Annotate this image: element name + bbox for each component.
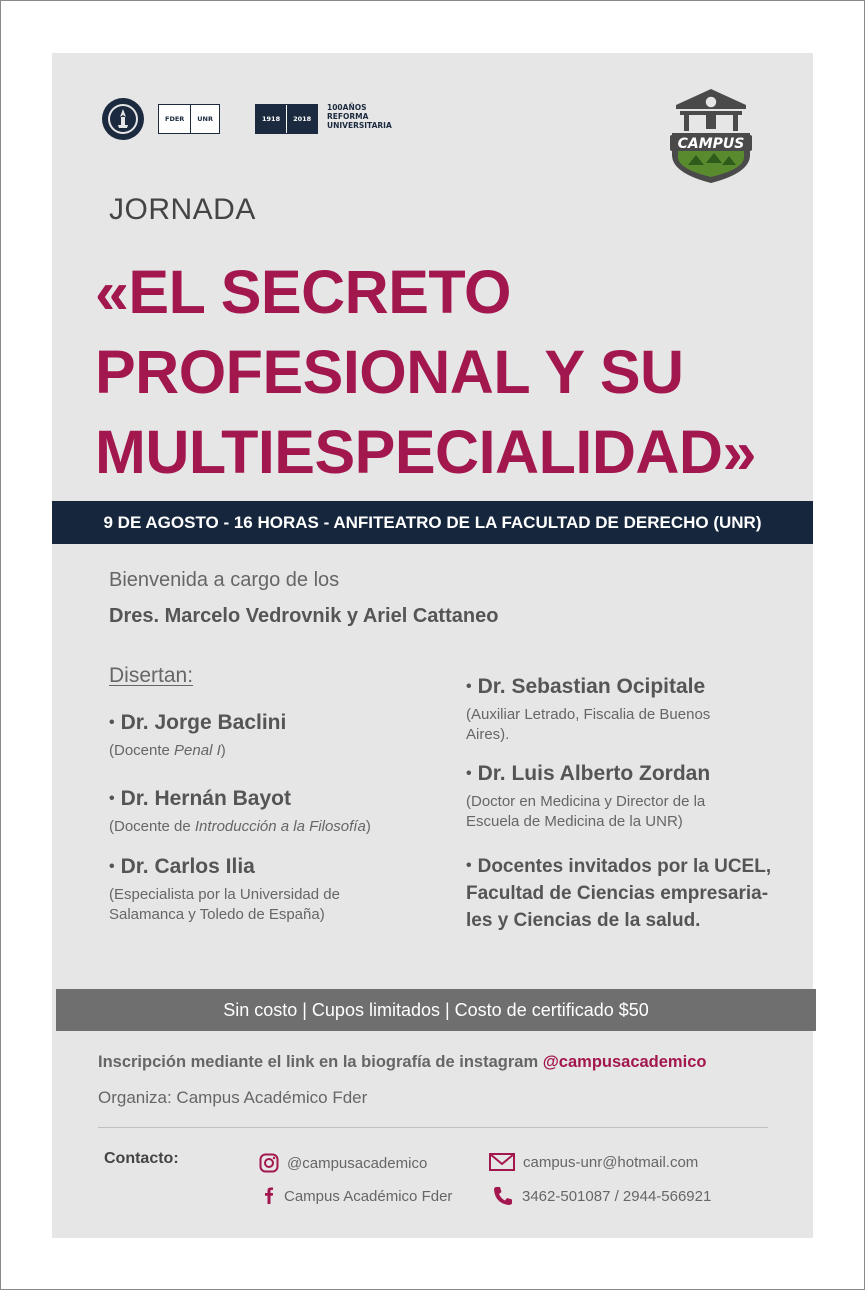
speaker-description: (Especialista por la Universidad de Salamanca y Toledo de España) [109,886,340,923]
divider [98,1127,768,1128]
centenary-years-logo [255,104,318,134]
facebook-icon [262,1187,276,1205]
speaker-name: Dr. Carlos Ilia [120,855,255,878]
speaker-item-guests [466,852,771,934]
unr-label: UNR [191,105,219,133]
campus-logo [666,85,756,185]
event-kicker: JORNADA [109,193,256,226]
contact-email[interactable] [489,1153,698,1171]
event-title-line: PROFESIONAL Y SU [95,338,684,406]
speaker-name: Dr. Sebastian Ocipitale [477,675,706,698]
speaker-item [109,711,286,761]
instagram-handle-link[interactable]: @campusacademico [542,1053,707,1071]
speaker-item [466,675,710,745]
reforma-logo-text: 100AÑOS REFORMA UNIVERSITARIA [327,103,392,130]
speaker-name: Facultad de Ciencias empresaria- [466,883,769,904]
bullet-icon: • [466,678,472,695]
facebook-text: Campus Académico Fder [284,1187,453,1205]
speaker-name: les y Ciencias de la salud. [466,910,701,931]
instagram-text: @campusacademico [287,1154,428,1172]
speaker-name: Dr. Jorge Baclini [120,711,287,734]
bullet-icon: • [109,714,115,731]
bullet-icon: • [466,857,472,874]
speaker-description: (Doctor en Medicina y Director de la Escuela de Medicina de la UNR) [466,793,706,830]
contact-label: Contacto: [104,1150,179,1167]
bullet-icon: • [109,790,115,807]
speaker-name: Dr. Luis Alberto Zordan [477,762,711,785]
event-date-bar: 9 DE AGOSTO - 16 HORAS - ANFITEATRO DE LA FACULTAD DE DERECHO (UNR) [52,501,813,544]
costs-bar: Sin costo | Cupos limitados | Costo de certificado $50 [56,989,816,1031]
event-title-line: MULTIESPECIALIDAD» [95,418,756,486]
phone-icon [492,1186,514,1206]
speakers-heading: Disertan: [109,664,194,687]
speaker-item [466,762,710,832]
welcome-intro: Bienvenida a cargo de los [109,569,340,591]
fder-label: FDER [159,105,191,133]
year-end: 2018 [287,105,317,133]
event-title-line: «EL SECRETO [95,258,511,326]
instagram-icon [259,1153,279,1173]
speaker-name: Docentes invitados por la UCEL, [477,856,772,877]
registration-text: Inscripción mediante el link en la biografía de instagram @campusacademico [98,1053,707,1071]
bullet-icon: • [109,858,115,875]
fder-unr-logo [158,104,220,134]
contact-phone[interactable] [492,1186,711,1206]
speaker-description: (Docente Penal I) [109,742,226,759]
bullet-icon: • [466,765,472,782]
welcome-hosts: Dres. Marcelo Vedrovnik y Ariel Cattaneo [109,605,499,627]
speaker-description: (Docente de Introducción a la Filosofía) [109,818,371,835]
contact-instagram[interactable] [259,1153,427,1173]
event-title [95,252,795,492]
phone-text: 3462-501087 / 2944-566921 [522,1187,712,1205]
unr-seal-logo [101,97,145,141]
speaker-item [109,855,340,925]
campus-logo-text: CAMPUS [677,136,745,152]
email-text: campus-unr@hotmail.com [523,1153,699,1171]
speaker-item [109,787,371,837]
contact-facebook[interactable] [262,1187,452,1205]
mail-icon [489,1153,515,1171]
speaker-description: (Auxiliar Letrado, Fiscalia de Buenos Aires). [466,706,711,743]
speaker-name: Dr. Hernán Bayot [120,787,291,810]
organizer-text: Organiza: Campus Académico Fder [98,1088,368,1107]
year-start: 1918 [256,105,287,133]
